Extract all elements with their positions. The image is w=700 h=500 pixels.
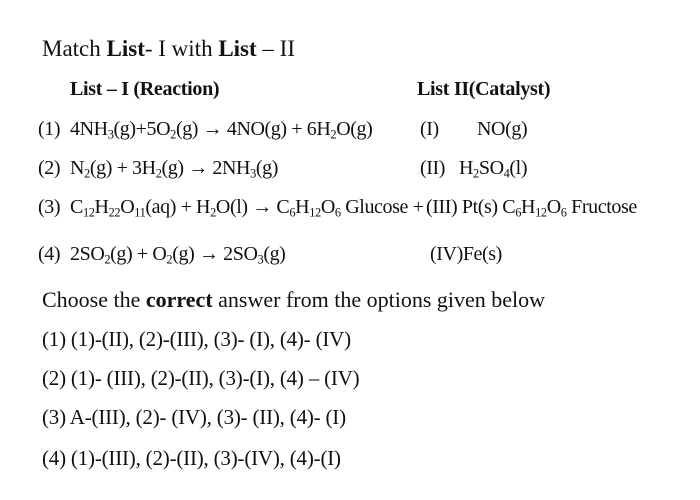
match-row: [0, 118, 700, 144]
answer-option-2[interactable]: (2) (1)- (III), (2)-(II), (3)-(I), (4) – (IV): [42, 366, 360, 390]
title-list2: List: [218, 36, 257, 61]
catalyst-1: NO(g): [477, 118, 528, 140]
reaction-3: $C_{12}H_{22}O_{11}(aq) + H_2O(l) \to C_6H_{12}O_6$ Glucose +: [70, 196, 424, 220]
question-title: [42, 36, 295, 62]
match-row: [0, 157, 700, 183]
title-suffix: – II: [256, 36, 295, 61]
answer-option-1[interactable]: (1) (1)-(II), (2)-(III), (3)- (I), (4)- (IV): [42, 327, 351, 351]
title-mid: - I with: [144, 36, 219, 61]
title-prefix: Match: [42, 36, 107, 61]
reaction-2: $N_2(g) + 3H_2(g) \to 2NH_3(g)$: [70, 157, 279, 181]
reaction-number: (2): [38, 157, 61, 179]
catalyst-2: $H_2SO_4(l)$: [459, 157, 528, 181]
title-list1: List: [106, 36, 145, 61]
reaction-number: (4): [38, 243, 61, 265]
list1-header: List – I (Reaction): [70, 78, 220, 100]
catalyst-label: (I): [420, 118, 439, 140]
list2-header: List II(Catalyst): [417, 78, 551, 100]
reaction-4: $2SO_2(g) + O_2(g) \to 2SO_3(g)$: [70, 243, 286, 267]
answer-option-4[interactable]: (4) (1)-(III), (2)-(II), (3)-(IV), (4)-(I): [42, 446, 341, 470]
reaction-number: (1): [38, 118, 61, 140]
match-row: [0, 196, 700, 222]
answer-option-3[interactable]: (3) A-(III), (2)- (IV), (3)- (II), (4)- (I): [42, 405, 346, 429]
reaction-number: (3): [38, 196, 61, 218]
question-prompt: Choose the correct answer from the options given below: [42, 287, 546, 312]
catalyst-label: (II): [420, 157, 446, 179]
catalyst-3: (III) Pt(s) $C_6H_{12}O_6$ Fructose: [426, 196, 637, 220]
match-row: [0, 243, 700, 269]
reaction-1: $4NH_3(g)+5O_2(g) \to 4NO(g) + 6H_2O(g)$: [70, 118, 373, 142]
catalyst-4: (IV)Fe(s): [430, 243, 502, 265]
